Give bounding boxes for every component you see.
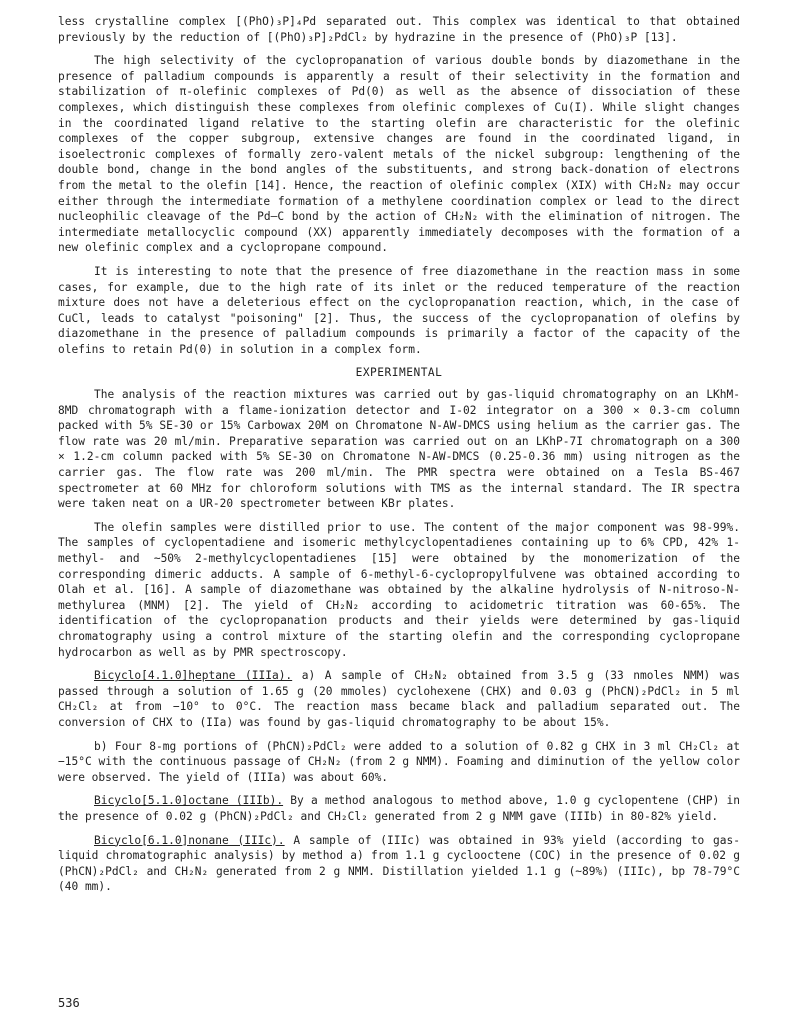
page-number: 536: [58, 996, 80, 1010]
paragraph-6: [58, 668, 740, 730]
paragraph-2: The high selectivity of the cyclopropanation of various double bonds by diazomethane in the presence of palladium compounds is apparently a result of their selectivity in the formation and stabilization of π-olefinic complexes of Pd(0) as well as the absence of dissociation of these complexes, which distinguish these complexes from olefinic complexes of Cu(I). While slight changes in the coordinated ligand relative to the starting olefin are characteristic for the olefinic complexes of the copper subgroup, extensive changes are found in the coordinated ligand, in isoelectronic complexes of formally zero-valent metals of the nickel subgroup: lengthening of the double bond, change in the bond angles of the substituents, and strong back-donation of electrons from the metal to the olefin [14]. Hence, the reaction of olefinic complex (XIX) with CH₂N₂ may occur either through the intermediate formation of a methylene coordination complex or lead to the direct nucleophilic cleavage of the Pd–C bond by the action of CH₂N₂ with the elimination of nitrogen. The intermediate metallocyclic compound (XX) apparently immediately decomposes with the formation of a new olefinic complex and a cyclopropane compound.: [58, 54, 740, 255]
paragraph-4: The analysis of the reaction mixtures was carried out by gas-liquid chromatography on an LKhM-8MD chromatograph with a flame-ionization detector and I-02 integrator on a 300 × 0.3-cm column packed with 5% SE-30 or 15% Carbowax 20M on Chromatone N-AW-DMCS using helium as the carrier gas. The flow rate was 20 ml/min. Preparative separation was carried out on an LKhP-7I chromatograph on a 300 × 1.2-cm column packed with 5% SE-30 on Chromatone N-AW-DMCS (0.25-0.36 mm) using nitrogen as the carrier gas. The flow rate was 200 ml/min. The PMR spectra were obtained on a Tesla BS-467 spectrometer at 60 MHz for chloroform solutions with TMS as the internal standard. The IR spectra were taken neat on a UR-20 spectrometer between KBr plates.: [58, 388, 740, 511]
paragraph-7: b) Four 8-mg portions of (PhCN)₂PdCl₂ were added to a solution of 0.82 g CHX in 3 ml CH₂Cl₂ at −15°C with the continuous passage of CH₂N₂ (from 2 g NMM). Foaming and diminution of the yellow color were observed. The yield of (IIIa) was about 60%.: [58, 739, 740, 784]
paragraph-5: The olefin samples were distilled prior to use. The content of the major component was 98-99%. The samples of cyclopentadiene and isomeric methylcyclopentadienes containing up to 6% CPD, 42% 1-methyl- and ~50% 2-methylcyclopentadienes [15] were obtained by the monomerization of the corresponding dimeric adducts. A sample of 6-methyl-6-cyclopropylfulvene was obtained according to Olah et al. [16]. A sample of diazomethane was obtained by the alkaline hydrolysis of N-nitroso-N-methylurea (MNM) [2]. The yield of CH₂N₂ according to acidometric titration was 60-65%. The identification of the cyclopropanation products and their yields were determined by gas-liquid chromatography using a control mixture of the starting olefin and the corresponding cyclopropane hydrocarbon as well as by PMR spectroscopy.: [58, 520, 740, 659]
paragraph-9-body: A sample of (IIIc) was obtained in 93% yield (according to gas-liquid chromatographic analysis) by method a) from 1.1 g cyclooctene (COC) in the presence of 0.02 g (PhCN)₂PdCl₂ and CH₂N₂ generated from 2 g NMM. Distillation yielded 1.1 g (~89%) (IIIc), bp 78-79°C (40 mm).: [58, 833, 740, 894]
compound-title-iiic: Bicyclo[6.1.0]nonane (IIIc).: [94, 833, 285, 847]
paragraph-6-body: a) A sample of CH₂N₂ obtained from 3.5 g (33 nmoles NMM) was passed through a solution of 1.65 g (20 mmoles) cyclohexene (CHX) and 0.03 g (PhCN)₂PdCl₂ in 5 ml CH₂Cl₂ at from −10° to 0°C. The reaction mass became black and palladium separated out. The conversion of CHX to (IIa) was found by gas-liquid chromatography to be about 15%.: [58, 669, 740, 729]
compound-title-iiib: Bicyclo[5.1.0]octane (IIIb).: [94, 794, 284, 808]
section-heading-experimental: EXPERIMENTAL: [355, 366, 443, 380]
paragraph-8: [58, 793, 740, 824]
paragraph-9: [58, 833, 740, 895]
paper-page: [58, 14, 740, 903]
paragraph-8-body: By a method analogous to method above, 1.0 g cyclopentene (CHP) in the presence of 0.02 g (PhCN)₂PdCl₂ and CH₂Cl₂ generated from 2 g NMM gave (IIIb) in 80-82% yield.: [58, 794, 741, 823]
paragraph-3: It is interesting to note that the presence of free diazomethane in the reaction mass in some cases, for example, due to the high rate of its inlet or the reduced temperature of the reaction mixture does not have a deleterious effect on the cyclopropanation reaction, which, in the case of CuCl, leads to catalyst "poisoning" [2]. Thus, the success of the cyclopropanation of olefins by diazomethane in the presence of palladium compounds is primarily a factor of the capacity of the olefins to retain Pd(0) in solution in a complex form.: [58, 264, 740, 356]
paragraph-1: less crystalline complex [(PhO)₃P]₄Pd separated out. This complex was identical to that obtained previously by the reduction of [(PhO)₃P]₂PdCl₂ by hydrazine in the presence of (PhO)₃P [13].: [58, 15, 740, 44]
compound-title-iiia: Bicyclo[4.1.0]heptane (IIIa).: [94, 669, 293, 683]
